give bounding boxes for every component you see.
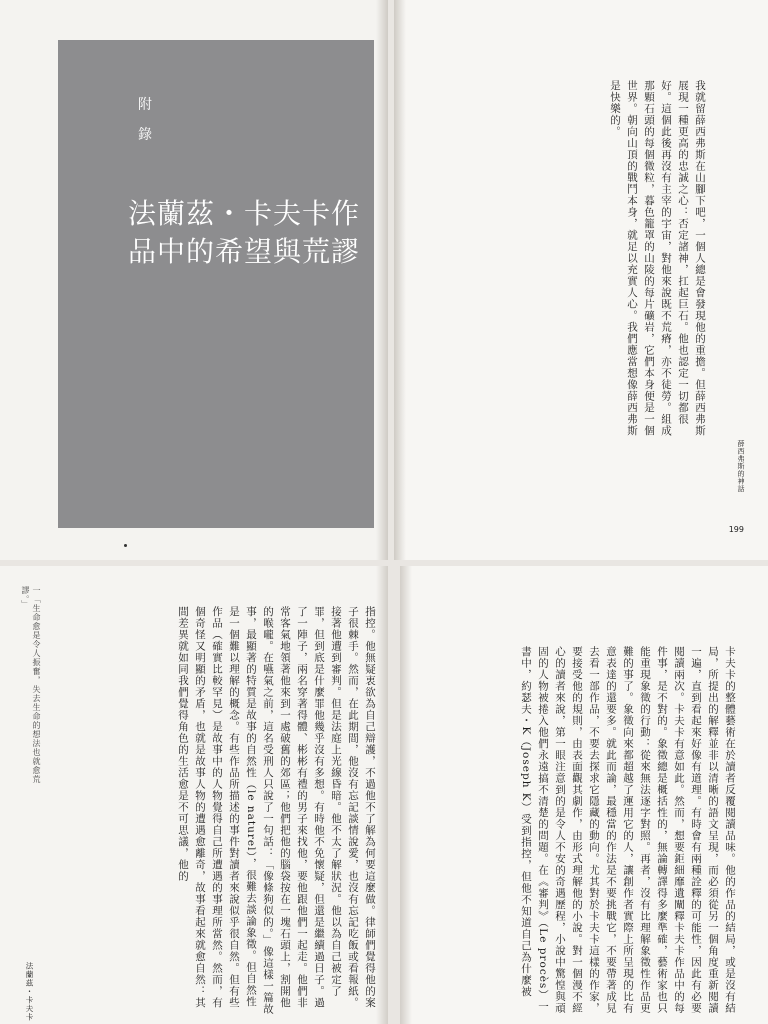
body-text: 我就留薛西弗斯在山腳下吧，一個人總是會發現他的重擔。但薛西弗斯展現一種更高的忠誠之心：否定諸神，扛起巨石。他也認定一切都很好。這個此後再沒有主宰的宇宙，對他來說既不荒瘠，亦不徒勞。組成那顆石頭的每個微粒，暮色籠罩的山陵的每片礦岩，它們本身便是一個世界。朝向山頂的戰鬥本身，就足以充實人心。我們應當想像薛西弗斯是快樂的。 bbox=[609, 80, 706, 437]
body-text: 卡夫卡的整體藝術在於讀者反覆閱讀品味。他的作品的結局，或是沒有結局，所提出的解釋並非以清晰的語文呈現，而必須從另一個角度重新閱讀一遍，直到看起來好像有道理。有時會有兩種詮釋的可能性，因此有必要閱讀兩次。卡夫卡有意如此。然而，想要鉅細靡遺闡釋卡夫卡作品中的每件事，是不對的。象徵總是概括性的，無論轉譯得多麼準確，藝術家也只能重現象徵的行動：從來無法逐字對照。再者，沒有比理解象徵性作品更難的事了。象徵向來都超越了運用它的人，讓創作者實際上所呈現的比有意表達的還要多。就此而論，最穩當的作法是不要挑戰它，不要帶著成見去看一部作品，不要去探求它隱藏的動向。尤其對於卡夫卡這樣的作家，要接受他的規則，由表面觀其劇作，由形式理解他的小說。對一個漫不經心的讀者來說，第一眼注意到的是令人不安的奇遇歷程，小說中驚惶與頑固的人物被捲入他們永遠搞不清楚的問題。在《審判》（Le procès）一書中，約瑟夫・K（Joseph K）受到指控，但他不知道自己為什麼被 bbox=[520, 646, 736, 1014]
gutter-shadow bbox=[376, 0, 388, 560]
title-page bbox=[0, 0, 388, 560]
body-text: 指控。他無疑衷欲為自己辯護，不過他不了解為何要這麼做。律師們覺得他的案子很棘手。然而，在此期間，他沒有忘記談情說愛，也沒有忘記吃飯或看報紙。接著他遭到審判。但是法庭上光線昏暗。他不太了解狀況。他以為自己被定了罪，但到底是什麼罪他幾乎沒有多想。有時他不免懷疑，但還是繼續過日子。過了一陣子，兩名穿著得體、彬彬有禮的男子來找他，要他跟他們一起走。他們非常客氣地領著他來到一處破舊的郊區；他們把他的腦袋按在一塊石頭上，割開他的喉嚨。在嚥氣之前，這名受刑人只說了一句話：「像條狗似的。」像這樣一篇故事，最顯著的特質是故事的自然性（le naturel），很難去談論象徵。但自然性是一個難以理解的概念。有些作品所描述的事件對讀者來說似乎很自然。但有些作品（確實比較罕見）是故事中的人物覺得自己所遭遇的事理所當然。然而，有個奇怪又明顯的矛盾，也就是故事人物的遭遇愈離奇，故事看起來就愈自然：其間差異就如同我們覺得角色的生活愈是不可思議，他的 bbox=[177, 606, 376, 1015]
chapter-title-line-1: 法蘭茲・卡夫卡作 bbox=[128, 197, 361, 230]
text-page-top-right bbox=[394, 0, 768, 560]
title-block bbox=[58, 40, 374, 528]
text-page-bottom-right bbox=[400, 566, 768, 1024]
page-number: 199 bbox=[728, 525, 744, 534]
gutter-shadow bbox=[400, 566, 412, 1024]
appendix-label-1: 附 bbox=[138, 97, 152, 113]
appendix-label-2: 錄 bbox=[138, 127, 152, 143]
side-note: 一「生命愈是令人振奮，失去生命的想法也就愈荒謬。」 bbox=[21, 586, 41, 784]
running-footer: 法蘭茲・卡夫卡 bbox=[25, 962, 34, 1022]
chapter-title-line-2: 品中的希望與荒謬 bbox=[128, 235, 361, 268]
dot-mark bbox=[124, 544, 127, 547]
running-header: 薛西弗斯的神話 bbox=[737, 440, 745, 493]
text-page-bottom-left bbox=[0, 566, 388, 1024]
gutter-shadow bbox=[394, 0, 406, 560]
